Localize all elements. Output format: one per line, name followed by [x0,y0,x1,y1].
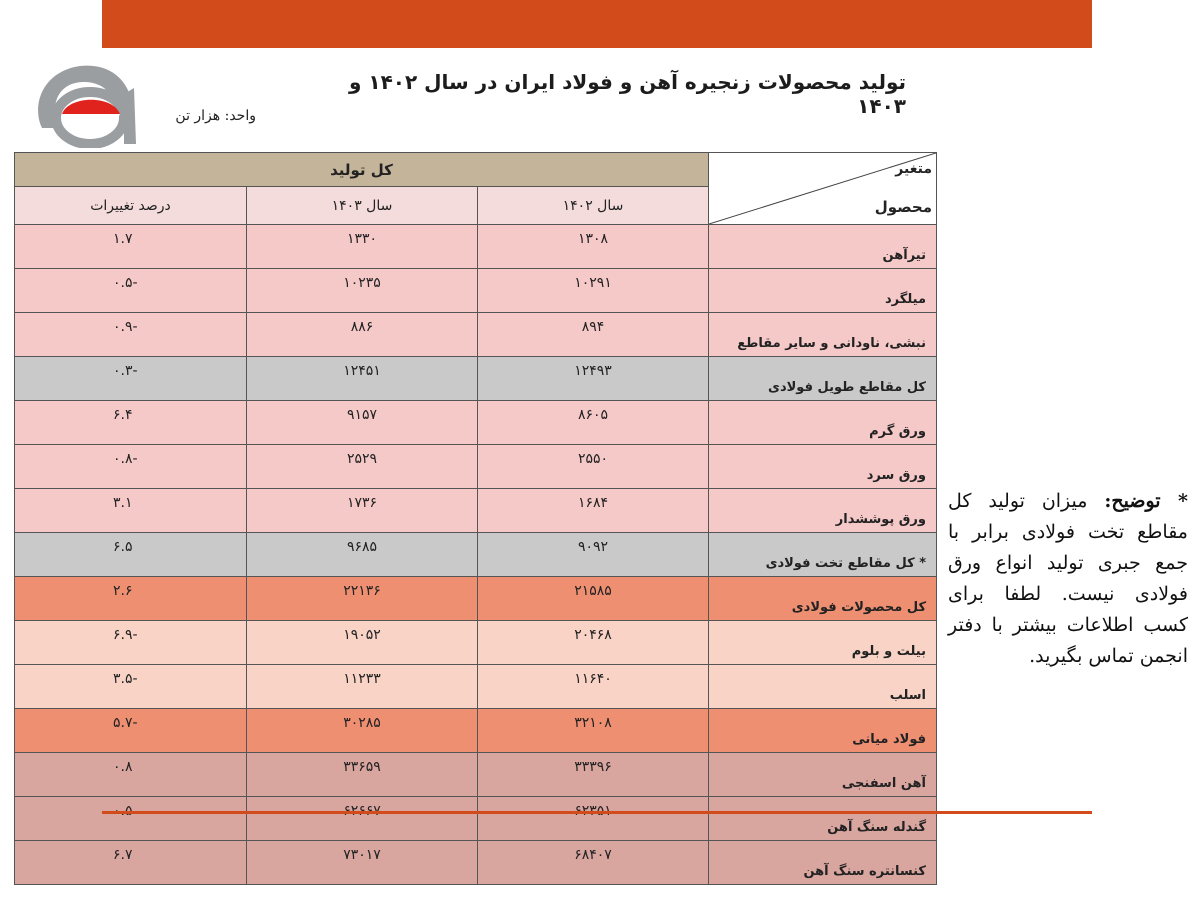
note-label: * توضیح: [1104,490,1188,512]
note-text: میزان تولید کل مقاطع تخت فولادی برابر با جمع جبری تولید انواع ورق فولادی نیست. لطفا برای کسب اطلاعات بیشتر با دفتر انجمن تماس بگیرید. [948,490,1188,667]
table-row [15,621,937,665]
product-cell: ورق سرد [709,445,937,489]
value-1402-cell: ۲۱۵۸۵ [478,577,709,621]
bottom-divider [102,811,1092,814]
product-cell: تیرآهن [709,225,937,269]
value-1403-cell: ۱۱۲۳۳ [247,665,478,709]
value-1402-cell: ۱۱۶۴۰ [478,665,709,709]
value-1402-cell: ۲۰۴۶۸ [478,621,709,665]
product-cell: بیلت و بلوم [709,621,937,665]
change-percent-cell: ۱.۷ [15,225,247,269]
product-cell: میلگرد [709,269,937,313]
value-1402-cell [478,797,709,841]
product-cell: فولاد میانی [709,709,937,753]
change-percent-cell: ۳.۱ [15,489,247,533]
table-row [15,401,937,445]
table-row [15,797,937,841]
value-1403-cell: ۳۳۶۵۹ [247,753,478,797]
change-percent-cell: -۶.۹ [15,621,247,665]
page-title: تولید محصولات زنجیره آهن و فولاد ایران در سال ۱۴۰۲ و ۱۴۰۳ [348,70,906,118]
table-row [15,577,937,621]
table-row [15,709,937,753]
value-1402-cell: ۹۰۹۲ [478,533,709,577]
table-row [15,533,937,577]
change-percent-cell: -۵.۷ [15,709,247,753]
change-percent-cell: -۰.۹ [15,313,247,357]
value-1403-cell [247,797,478,841]
product-cell: نبشی، ناودانی و سایر مقاطع [709,313,937,357]
change-percent-cell: -۰.۸ [15,445,247,489]
value-1402-cell: ۱۳۰۸ [478,225,709,269]
table-row [15,269,937,313]
production-table [14,152,937,885]
table-row [15,357,937,401]
total-production-header: کل تولید [15,153,709,187]
change-percent-cell [15,797,247,841]
value-1403-cell: ۲۲۱۳۶ [247,577,478,621]
header-corner-cell [709,153,937,225]
unit-label: واحد: هزار تن [175,108,256,124]
table-row [15,489,937,533]
product-cell: کل محصولات فولادی [709,577,937,621]
value-1402-cell: ۲۵۵۰ [478,445,709,489]
product-cell: گندله سنگ آهن [709,797,937,841]
table-row [15,665,937,709]
table-row [15,225,937,269]
change-percent-cell: ۲.۶ [15,577,247,621]
association-logo-icon [28,58,138,148]
column-header-1402: سال ۱۴۰۲ [478,187,709,225]
change-percent-cell: ۶.۷ [15,841,247,885]
value-1402-cell: ۸۶۰۵ [478,401,709,445]
value-1402-cell: ۱۲۴۹۳ [478,357,709,401]
product-cell: * کل مقاطع تخت فولادی [709,533,937,577]
value-1402-cell: ۶۸۴۰۷ [478,841,709,885]
product-cell: ورق گرم [709,401,937,445]
table-row [15,753,937,797]
value-1403-cell: ۹۶۸۵ [247,533,478,577]
value-1402-cell: ۱۰۲۹۱ [478,269,709,313]
note-box [948,486,1188,672]
value-1403-cell: ۱۹۰۵۲ [247,621,478,665]
value-1403-cell: ۱۳۳۰ [247,225,478,269]
product-cell: کل مقاطع طویل فولادی [709,357,937,401]
change-percent-cell: -۰.۵ [15,269,247,313]
value-1403-cell: ۷۳۰۱۷ [247,841,478,885]
product-cell: اسلب [709,665,937,709]
product-label: محصول [874,198,932,216]
value-1402-cell: ۳۳۳۹۶ [478,753,709,797]
value-1402-cell: ۸۹۴ [478,313,709,357]
table-row [15,313,937,357]
column-header-change: درصد تغییرات [15,187,247,225]
table-row [15,841,937,885]
value-1403-cell: ۱۲۴۵۱ [247,357,478,401]
product-cell: کنسانتره سنگ آهن [709,841,937,885]
value-1402-cell: ۳۲۱۰۸ [478,709,709,753]
table-row [15,445,937,489]
variable-label: متغیر [895,161,932,177]
change-percent-cell: ۰.۸ [15,753,247,797]
value-1403-cell: ۱۰۲۳۵ [247,269,478,313]
value-1403-cell: ۹۱۵۷ [247,401,478,445]
change-percent-cell: -۰.۳ [15,357,247,401]
value-1402-cell: ۱۶۸۴ [478,489,709,533]
change-percent-cell: -۳.۵ [15,665,247,709]
value-1403-cell: ۳۰۲۸۵ [247,709,478,753]
product-cell: آهن اسفنجی [709,753,937,797]
column-header-1403: سال ۱۴۰۳ [247,187,478,225]
value-1403-cell: ۱۷۳۶ [247,489,478,533]
value-1403-cell: ۸۸۶ [247,313,478,357]
top-accent-bar [102,0,1092,48]
change-percent-cell: ۶.۵ [15,533,247,577]
change-percent-cell: ۶.۴ [15,401,247,445]
value-1403-cell: ۲۵۲۹ [247,445,478,489]
product-cell: ورق پوششدار [709,489,937,533]
